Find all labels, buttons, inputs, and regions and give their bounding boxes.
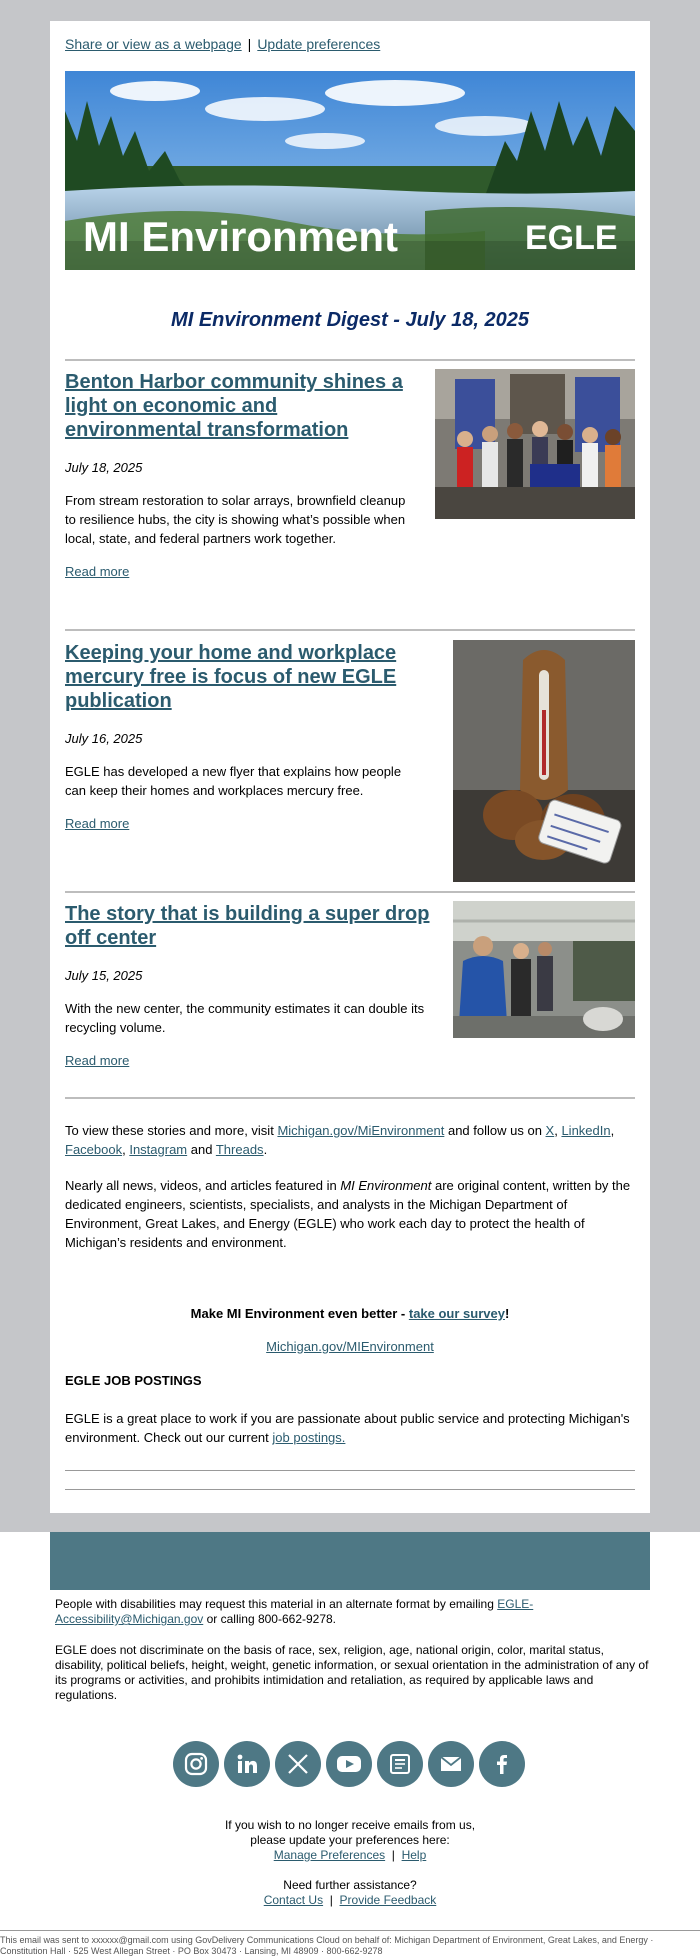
- site-link-line: [65, 1339, 635, 1354]
- provide-feedback-link[interactable]: Provide Feedback: [339, 1893, 437, 1907]
- egle-logo: EGLE: [525, 219, 618, 257]
- antique-thermometer-photo: [453, 640, 635, 882]
- accessibility-note: [55, 1597, 655, 1627]
- survey-line: [65, 1306, 635, 1321]
- press-event-photo: [435, 369, 635, 519]
- nondiscrimination-note: EGLE does not discriminate on the basis of race, sex, religion, age, national origin, color, marital status, disability, political beliefs, height, weight, genetic information, or sexual orientation in the administration of any of its programs or activities, and prohibits intimidation and retaliation, as required by applicable laws and regulations.: [55, 1643, 649, 1702]
- article-3-body: With the new center, the community estimates it can double its recycling volume.: [65, 1001, 425, 1035]
- accessibility-email-link[interactable]: EGLE-Accessibility@Michigan.gov: [55, 1597, 534, 1626]
- article-3: [65, 902, 435, 1070]
- article-1-date: July 18, 2025: [65, 460, 143, 475]
- instagram-icon[interactable]: [173, 1741, 219, 1787]
- article-3-photo[interactable]: [453, 901, 635, 1038]
- divider: [65, 359, 635, 361]
- preferences-separator: |: [391, 1848, 395, 1862]
- unsubscribe-line-1: If you wish to no longer receive emails from us,: [224, 1818, 476, 1832]
- jobs-text: EGLE is a great place to work if you are passionate about public service and protecting Michigan's environment. Check out our current: [65, 1411, 630, 1445]
- help-link[interactable]: Help: [401, 1848, 427, 1862]
- threads-link[interactable]: Threads: [215, 1142, 264, 1157]
- digest-title: MI Environment Digest - July 18, 2025: [171, 309, 529, 331]
- update-preferences-link[interactable]: Update preferences: [257, 36, 381, 52]
- accessibility-suffix: or calling 800-662-9278.: [206, 1612, 337, 1626]
- newsletter-icon[interactable]: [377, 1741, 423, 1787]
- divider: [65, 1489, 635, 1490]
- mienvironment-center-link[interactable]: Michigan.gov/MIEnvironment: [266, 1339, 434, 1354]
- social-icons-row: [173, 1741, 525, 1787]
- instagram-link[interactable]: Instagram: [129, 1142, 188, 1157]
- about-paragraph: [65, 1176, 635, 1252]
- article-1-body: From stream restoration to solar arrays, brownfield cleanup to resilience hubs, the city is showing what’s possible when local, state, and federal partners work together.: [65, 493, 406, 546]
- top-links: [65, 36, 380, 52]
- article-2-title[interactable]: Keeping your home and workplace mercury free is focus of new EGLE publication: [65, 642, 397, 712]
- article-2-body: EGLE has developed a new flyer that explains how people can keep their homes and workplaces mercury free.: [65, 764, 402, 798]
- about-publication: MI Environment: [340, 1178, 432, 1193]
- hero-title: MI Environment: [83, 213, 399, 260]
- follow-mid: and follow us on: [447, 1123, 542, 1138]
- divider: [65, 1470, 635, 1471]
- follow-prefix: To view these stories and more, visit: [65, 1123, 274, 1138]
- contact-us-link[interactable]: Contact Us: [263, 1893, 324, 1907]
- manage-preferences-link[interactable]: Manage Preferences: [273, 1848, 386, 1862]
- article-1-photo[interactable]: [435, 369, 635, 519]
- email-icon[interactable]: [428, 1741, 474, 1787]
- follow-end: .: [263, 1142, 268, 1157]
- article-1: [65, 370, 415, 581]
- fine-print: This email was sent to xxxxxx@gmail.com using GovDelivery Communications Cloud on behalf of: Michigan Department of Environment, Great Lakes, and Energy · Constitution Hall · 525 West Allegan Street · PO Box 30473 · Lansing, MI 48909 · 800-662-9278: [0, 1935, 654, 1956]
- article-2: [65, 641, 415, 833]
- unsubscribe-line-2: please update your preferences here:: [250, 1833, 450, 1847]
- article-3-title[interactable]: The story that is building a super drop off center: [65, 903, 430, 949]
- about-prefix: Nearly all news, videos, and articles featured in: [65, 1178, 337, 1193]
- about-rest: are original content, written by the dedicated engineers, scientists, specialists, and analysts in the Michigan Department of Environment, Great Lakes, and Energy (EGLE) who work each day to protect the health of Michigan’s residents and environment.: [65, 1178, 631, 1250]
- drop-off-center-photo: [453, 901, 635, 1038]
- x-link[interactable]: X: [545, 1123, 555, 1138]
- facebook-link[interactable]: Facebook: [65, 1142, 123, 1157]
- follow-and: and: [190, 1142, 213, 1157]
- job-postings-link[interactable]: job postings.: [272, 1430, 346, 1445]
- article-1-read-more[interactable]: Read more: [65, 564, 130, 579]
- divider: [65, 629, 635, 631]
- youtube-icon[interactable]: [326, 1741, 372, 1787]
- contact-links: [0, 1893, 700, 1908]
- article-2-photo[interactable]: [453, 640, 635, 882]
- top-links-separator: |: [247, 36, 252, 52]
- survey-suffix: !: [504, 1306, 510, 1321]
- footer-banner: [50, 1532, 650, 1590]
- share-webpage-link[interactable]: Share or view as a webpage: [65, 36, 242, 52]
- assistance-text: Need further assistance?: [283, 1878, 417, 1892]
- follow-paragraph: To view these stories and more, visit Michigan.gov/MiEnvironment and follow us on X, LinkedIn, Facebook, Instagram and Threads.: [65, 1123, 615, 1157]
- contact-separator: |: [329, 1893, 333, 1907]
- email-card: [50, 21, 650, 1513]
- mienvironment-link[interactable]: Michigan.gov/MiEnvironment: [277, 1123, 445, 1138]
- divider: [65, 1097, 635, 1099]
- article-1-title[interactable]: Benton Harbor community shines a light on economic and environmental transformation: [65, 371, 403, 441]
- jobs-paragraph: [65, 1409, 635, 1447]
- article-3-read-more[interactable]: Read more: [65, 1053, 130, 1068]
- footer-rule: [0, 1930, 700, 1931]
- linkedin-icon[interactable]: [224, 1741, 270, 1787]
- accessibility-prefix: People with disabilities may request this material in an alternate format by emailing: [55, 1597, 494, 1611]
- article-3-date: July 15, 2025: [65, 968, 143, 983]
- article-2-date: July 16, 2025: [65, 731, 143, 746]
- preferences-links: [0, 1848, 700, 1863]
- x-icon[interactable]: [275, 1741, 321, 1787]
- linkedin-link[interactable]: LinkedIn: [561, 1123, 611, 1138]
- survey-link[interactable]: take our survey: [408, 1306, 505, 1321]
- divider: [65, 891, 635, 893]
- hero-landscape-image: [65, 71, 635, 270]
- facebook-icon[interactable]: [479, 1741, 525, 1787]
- jobs-heading: EGLE JOB POSTINGS: [65, 1373, 202, 1388]
- hero-banner[interactable]: [65, 71, 635, 270]
- survey-prefix: Make MI Environment even better -: [190, 1306, 406, 1321]
- article-2-read-more[interactable]: Read more: [65, 816, 130, 831]
